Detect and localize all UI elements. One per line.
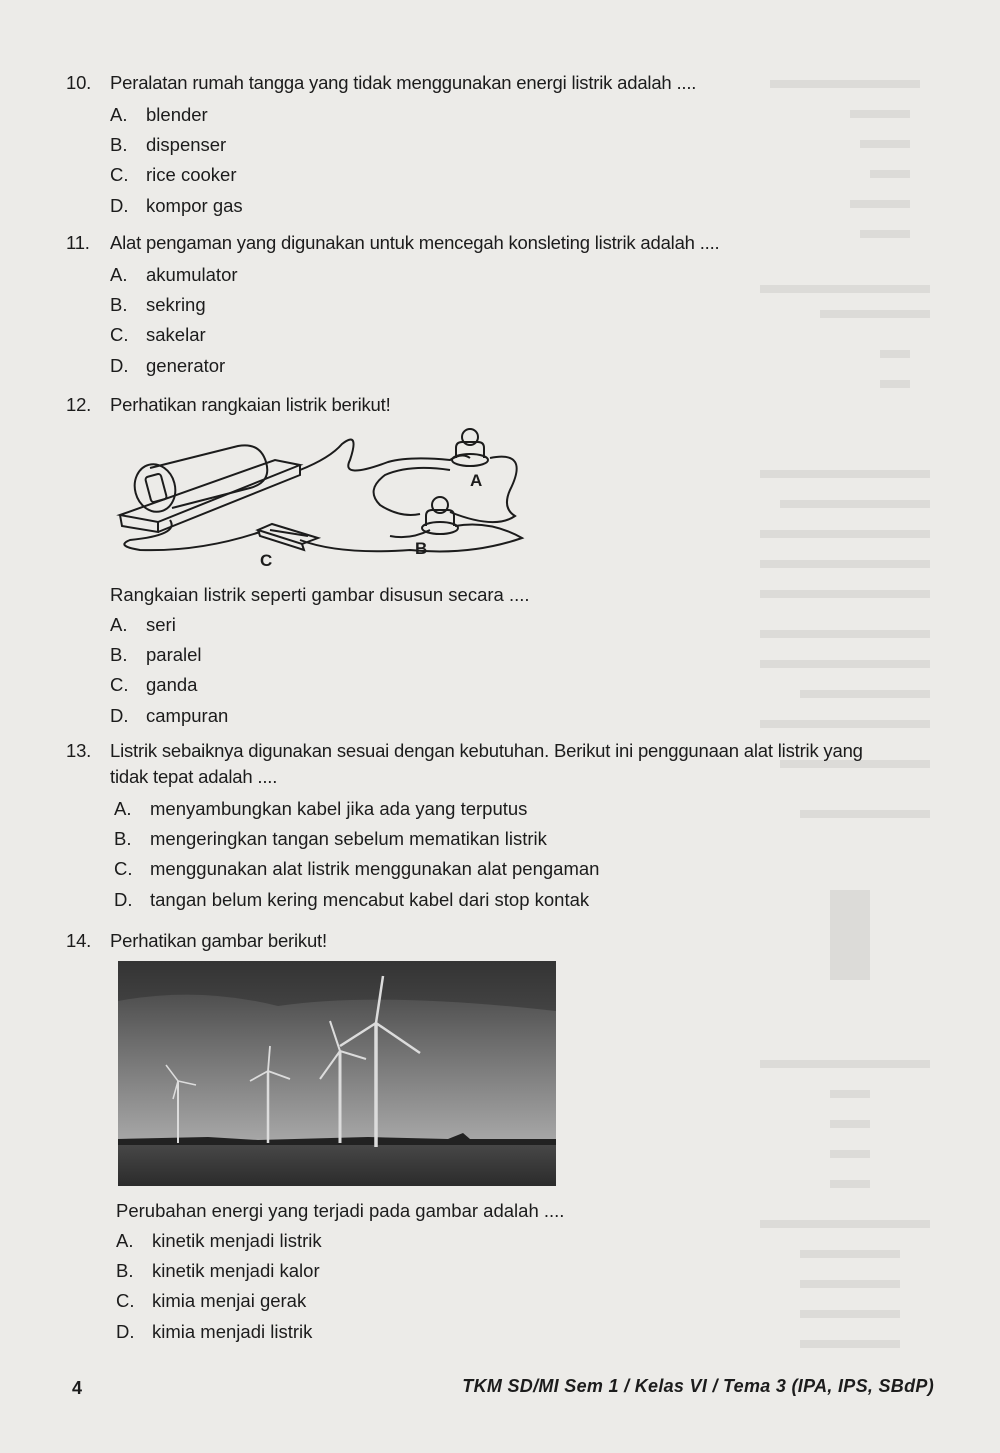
option-letter: A. — [110, 264, 128, 285]
option-letter: C. — [110, 674, 129, 696]
option-text: menyambungkan kabel jika ada yang terputus — [150, 798, 528, 819]
question-11-options — [110, 260, 238, 381]
option-letter: A. — [110, 104, 128, 125]
option-text: sakelar — [146, 324, 206, 346]
option-letter: C. — [114, 858, 133, 880]
option-letter: B. — [110, 134, 128, 156]
option-a — [116, 1226, 322, 1256]
option-text: rice cooker — [146, 164, 237, 186]
option-d — [110, 191, 243, 221]
option-b — [116, 1256, 322, 1286]
question-13 — [66, 740, 946, 788]
option-text: kinetik menjadi kalor — [152, 1260, 320, 1282]
option-a — [110, 100, 243, 130]
option-a — [110, 260, 238, 290]
question-number: 12. — [66, 394, 92, 415]
question-text: Perhatikan gambar berikut! — [110, 930, 327, 951]
page-number: 4 — [72, 1378, 83, 1398]
option-letter: A. — [110, 614, 128, 635]
question-text: Peralatan rumah tangga yang tidak menggunakan energi listrik adalah .... — [110, 72, 697, 93]
question-text: Perhatikan rangkaian listrik berikut! — [110, 394, 391, 415]
wind-turbine-photo — [118, 961, 556, 1186]
switch-c-label: C — [260, 551, 273, 570]
option-letter: D. — [110, 704, 129, 726]
option-letter: B. — [110, 294, 128, 316]
question-number: 10. — [66, 72, 92, 93]
option-letter: B. — [110, 644, 128, 666]
question-11 — [66, 232, 719, 254]
option-text: kompor gas — [146, 194, 243, 216]
option-letter: A. — [114, 798, 132, 819]
question-12-options — [110, 610, 228, 731]
option-c — [110, 160, 243, 190]
option-letter: C. — [110, 164, 129, 186]
question-text: Alat pengaman yang digunakan untuk mencegah konsleting listrik adalah .... — [110, 232, 720, 253]
option-letter: A. — [116, 1230, 134, 1251]
option-text: akumulator — [146, 264, 238, 285]
option-text: kinetik menjadi listrik — [152, 1230, 322, 1251]
option-letter: B. — [116, 1260, 134, 1282]
option-d — [110, 351, 238, 381]
option-letter: D. — [110, 354, 129, 376]
footer-title: TKM SD/MI Sem 1 / Kelas VI / Tema 3 (IPA, IPS, SBdP) — [462, 1376, 934, 1396]
option-c — [114, 854, 599, 884]
option-d — [110, 701, 228, 731]
question-10-options — [110, 100, 243, 221]
option-letter: C. — [110, 324, 129, 346]
question-14-stem: Perubahan energi yang terjadi pada gambar adalah .... — [116, 1200, 565, 1221]
question-text: Listrik sebaiknya digunakan sesuai dengan kebutuhan. Berikut ini penggunaan alat listrik yang — [110, 740, 863, 761]
option-text: campuran — [146, 704, 229, 726]
lamp-a-label: A — [470, 471, 483, 490]
option-text: tangan belum kering mencabut kabel dari stop kontak — [150, 888, 590, 910]
question-text-line2: tidak tepat adalah .... — [110, 766, 278, 787]
question-13-options — [114, 794, 599, 915]
option-letter: C. — [116, 1290, 135, 1312]
option-letter: D. — [116, 1320, 135, 1342]
option-text: sekring — [146, 294, 206, 316]
option-b — [114, 824, 599, 854]
question-number: 11. — [66, 232, 90, 253]
question-number: 13. — [66, 740, 92, 761]
question-14 — [66, 930, 327, 952]
option-a — [114, 794, 599, 824]
option-letter: B. — [114, 828, 132, 850]
option-text: kimia menjai gerak — [152, 1290, 307, 1312]
question-12-stem: Rangkaian listrik seperti gambar disusun secara .... — [110, 584, 530, 605]
option-b — [110, 130, 243, 160]
option-a — [110, 610, 228, 640]
option-d — [114, 885, 599, 915]
option-c — [116, 1286, 322, 1316]
option-text: dispenser — [146, 134, 227, 156]
option-text: menggunakan alat listrik menggunakan alat pengaman — [150, 858, 600, 880]
question-12 — [66, 394, 391, 416]
option-text: paralel — [146, 644, 202, 666]
option-text: ganda — [146, 674, 198, 696]
lamp-b-label: B — [415, 539, 428, 558]
question-10 — [66, 72, 696, 94]
option-d — [116, 1317, 322, 1347]
option-text: mengeringkan tangan sebelum mematikan listrik — [150, 828, 547, 850]
question-number: 14. — [66, 930, 92, 951]
option-text: kimia menjadi listrik — [152, 1320, 313, 1342]
option-text: blender — [146, 104, 208, 125]
option-c — [110, 320, 238, 350]
circuit-diagram — [110, 420, 535, 575]
option-b — [110, 290, 238, 320]
option-text: generator — [146, 354, 226, 376]
option-b — [110, 640, 228, 670]
question-14-options — [116, 1226, 322, 1347]
option-letter: D. — [114, 888, 133, 910]
option-text: seri — [146, 614, 176, 635]
option-c — [110, 670, 228, 700]
option-letter: D. — [110, 194, 129, 216]
reverse-side-bleed — [760, 60, 940, 1360]
